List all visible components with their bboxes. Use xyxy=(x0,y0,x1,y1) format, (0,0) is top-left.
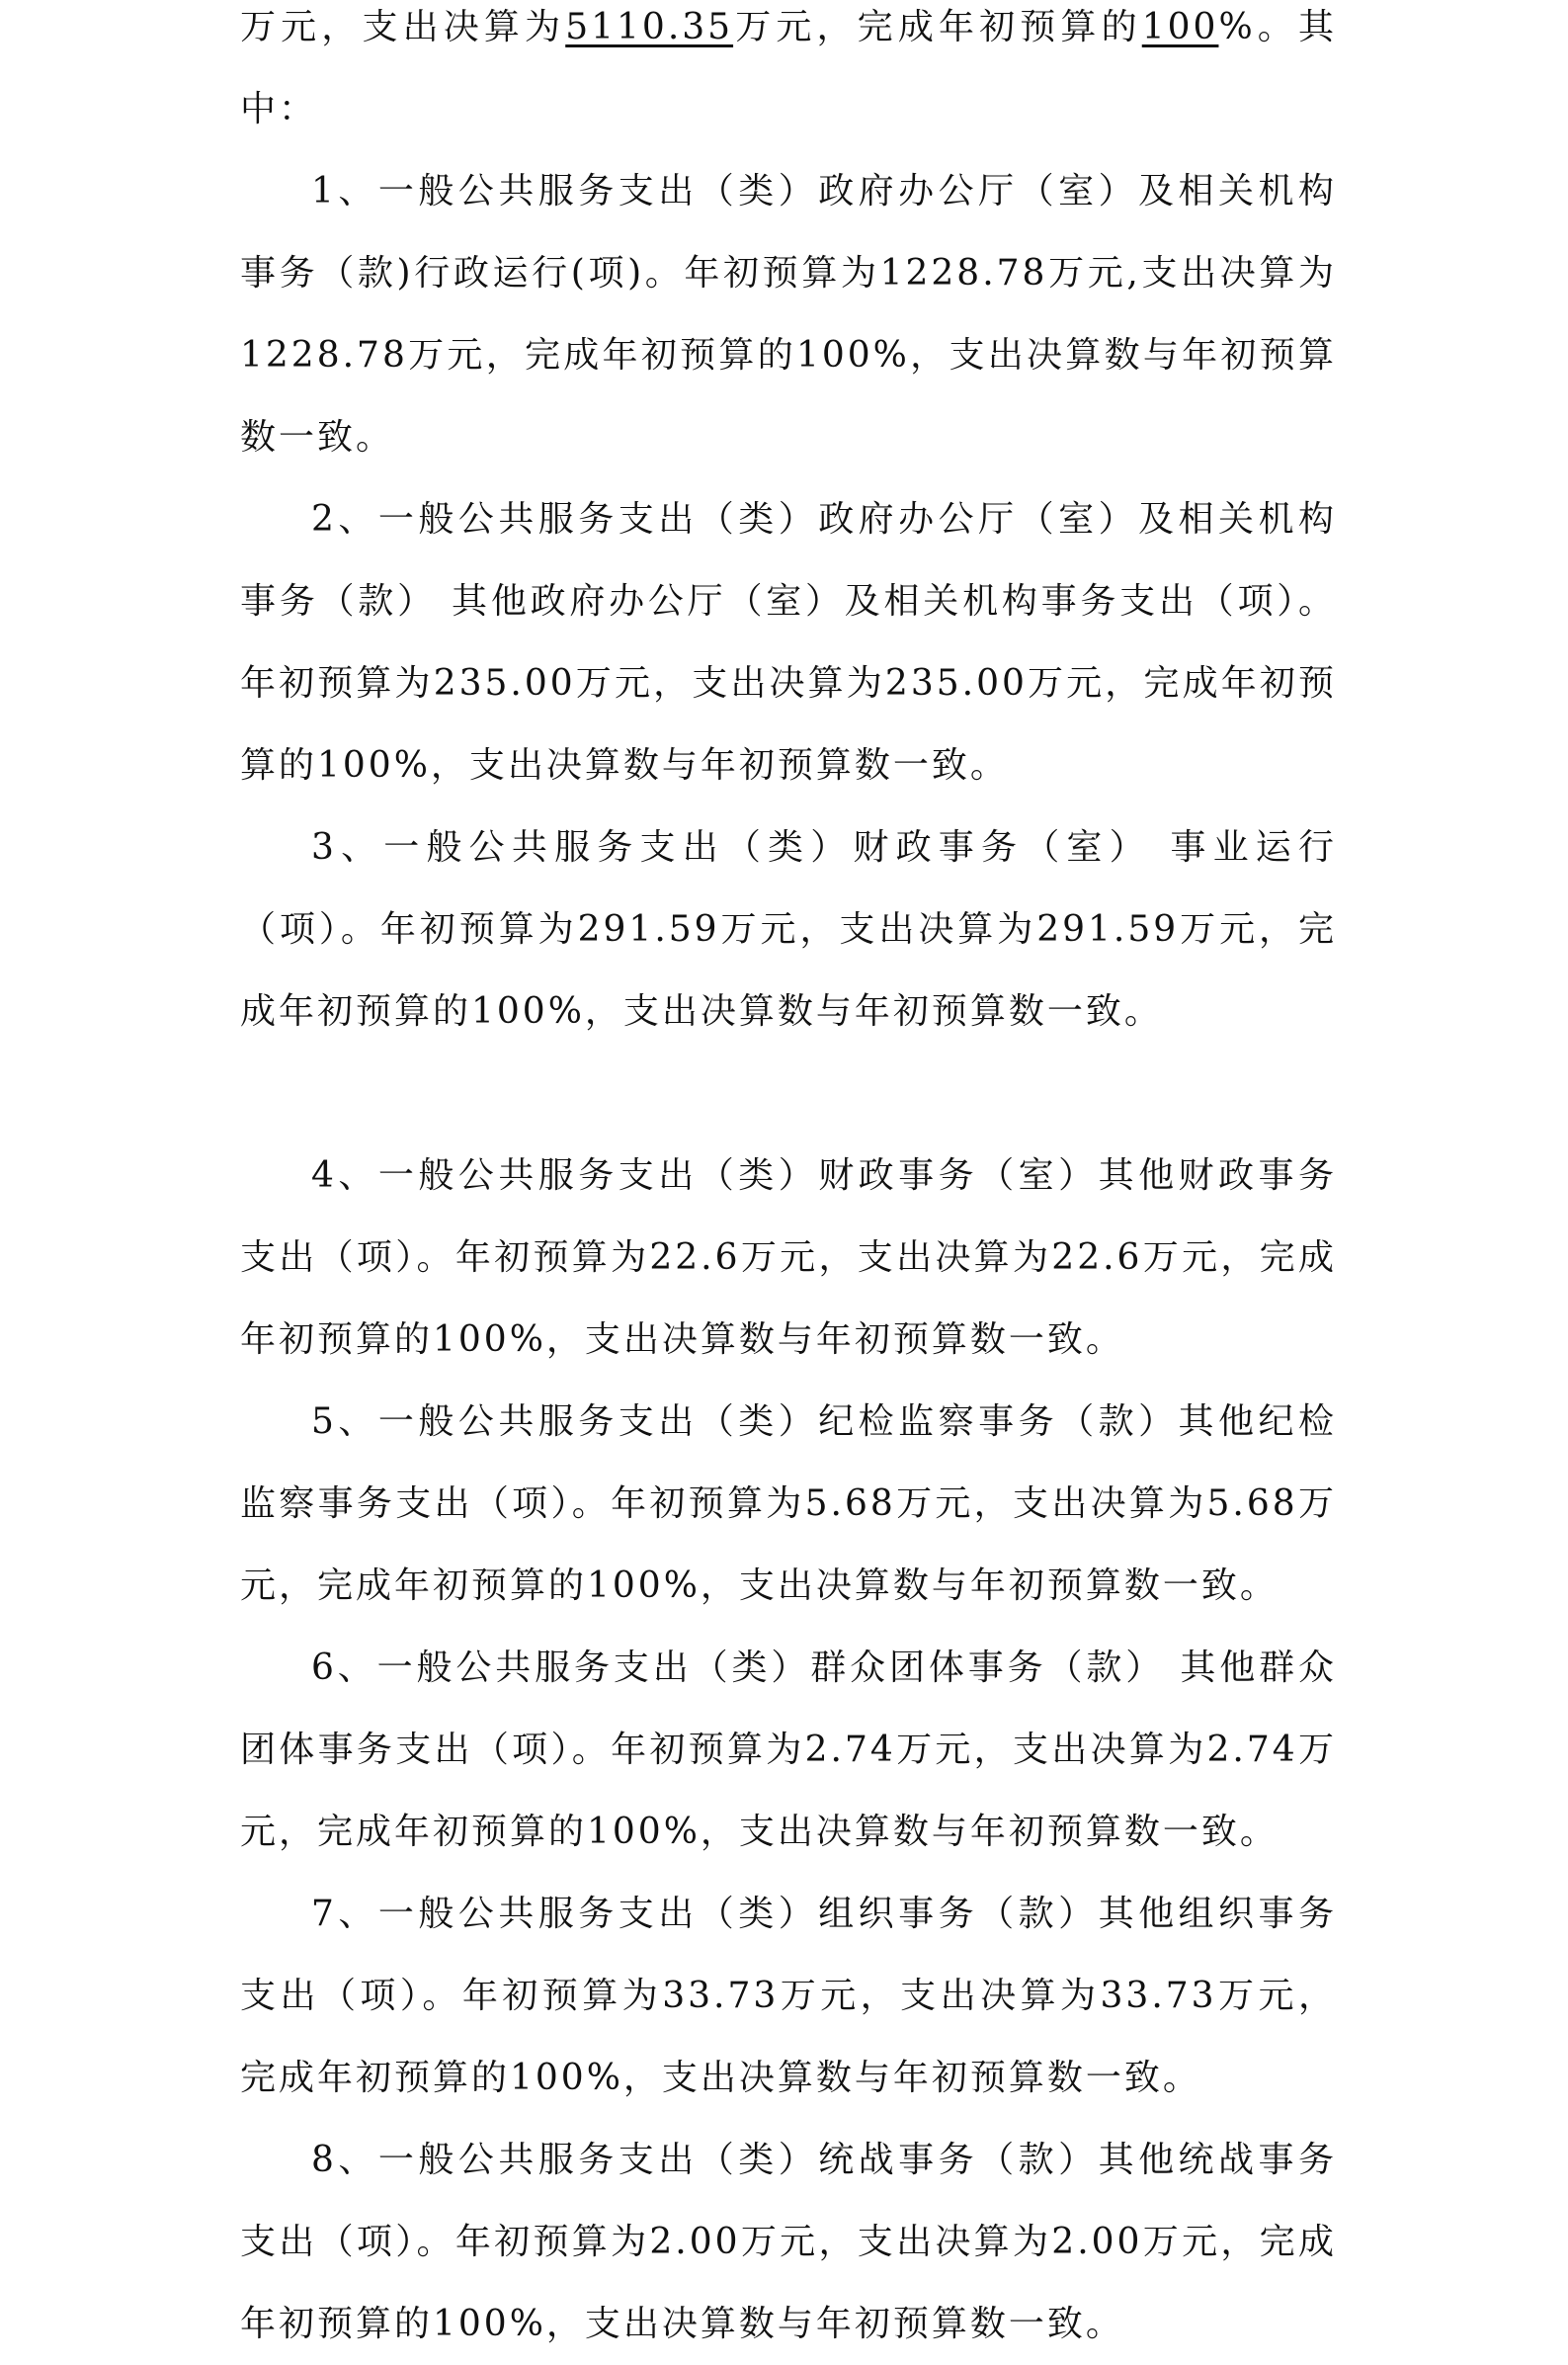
intro-middle: 万元，完成年初预算的 xyxy=(733,7,1142,47)
item-paragraph-4: 4、一般公共服务支出（类）财政事务（室）其他财政事务支出（项）。年初预算为22.6万元，支出决算为22.6万元，完成年初预算的100%，支出决算数与年初预算数一致。 xyxy=(240,1155,1337,1360)
item-paragraph-5: 5、一般公共服务支出（类）纪检监察事务（款）其他纪检监察事务支出（项）。年初预算为5.68万元，支出决算为5.68万元，完成年初预算的100%，支出决算数与年初预算数一致。 xyxy=(240,1401,1337,1606)
intro-percent: 100 xyxy=(1141,7,1219,47)
item-paragraph-1: 1、一般公共服务支出（类）政府办公厅（室）及相关机构事务（款)行政运行(项)。年初预算为1228.78万元,支出决算为1228.78万元，完成年初预算的100%，支出决算数与年初预算数一致。 xyxy=(240,171,1337,458)
item-paragraph-3: 3、一般公共服务支出（类）财政事务（室） 事业运行（项）。年初预算为291.59万元，支出决算为291.59万元，完成年初预算的100%，支出决算数与年初预算数一致。 xyxy=(240,827,1337,1032)
item-paragraph-2: 2、一般公共服务支出（类）政府办公厅（室）及相关机构事务（款） 其他政府办公厅（室）及相关机构事务支出（项）。年初预算为235.00万元，支出决算为235.00万元，完成年初预算的100%，支出决算数与年初预算数一致。 xyxy=(240,499,1337,786)
item-paragraph-7: 7、一般公共服务支出（类）组织事务（款）其他组织事务支出（项）。年初预算为33.73万元，支出决算为33.73万元，完成年初预算的100%，支出决算数与年初预算数一致。 xyxy=(240,1894,1337,2098)
intro-suffix: %。其中： xyxy=(240,7,1337,129)
item-paragraph-8: 8、一般公共服务支出（类）统战事务（款）其他统战事务支出（项）。年初预算为2.00万元，支出决算为2.00万元，完成年初预算的100%，支出决算数与年初预算数一致。 xyxy=(240,2140,1337,2344)
item-paragraph-6: 6、一般公共服务支出（类）群众团体事务（款） 其他群众团体事务支出（项）。年初预算为2.74万元，支出决算为2.74万元，完成年初预算的100%，支出决算数与年初预算数一致。 xyxy=(240,1647,1337,1852)
paragraph-gap xyxy=(240,1053,1337,1135)
intro-amount: 5110.35 xyxy=(565,7,734,47)
intro-prefix: 万元，支出决算为 xyxy=(240,7,566,47)
body-text xyxy=(240,0,1337,2365)
intro-paragraph xyxy=(240,0,1337,150)
